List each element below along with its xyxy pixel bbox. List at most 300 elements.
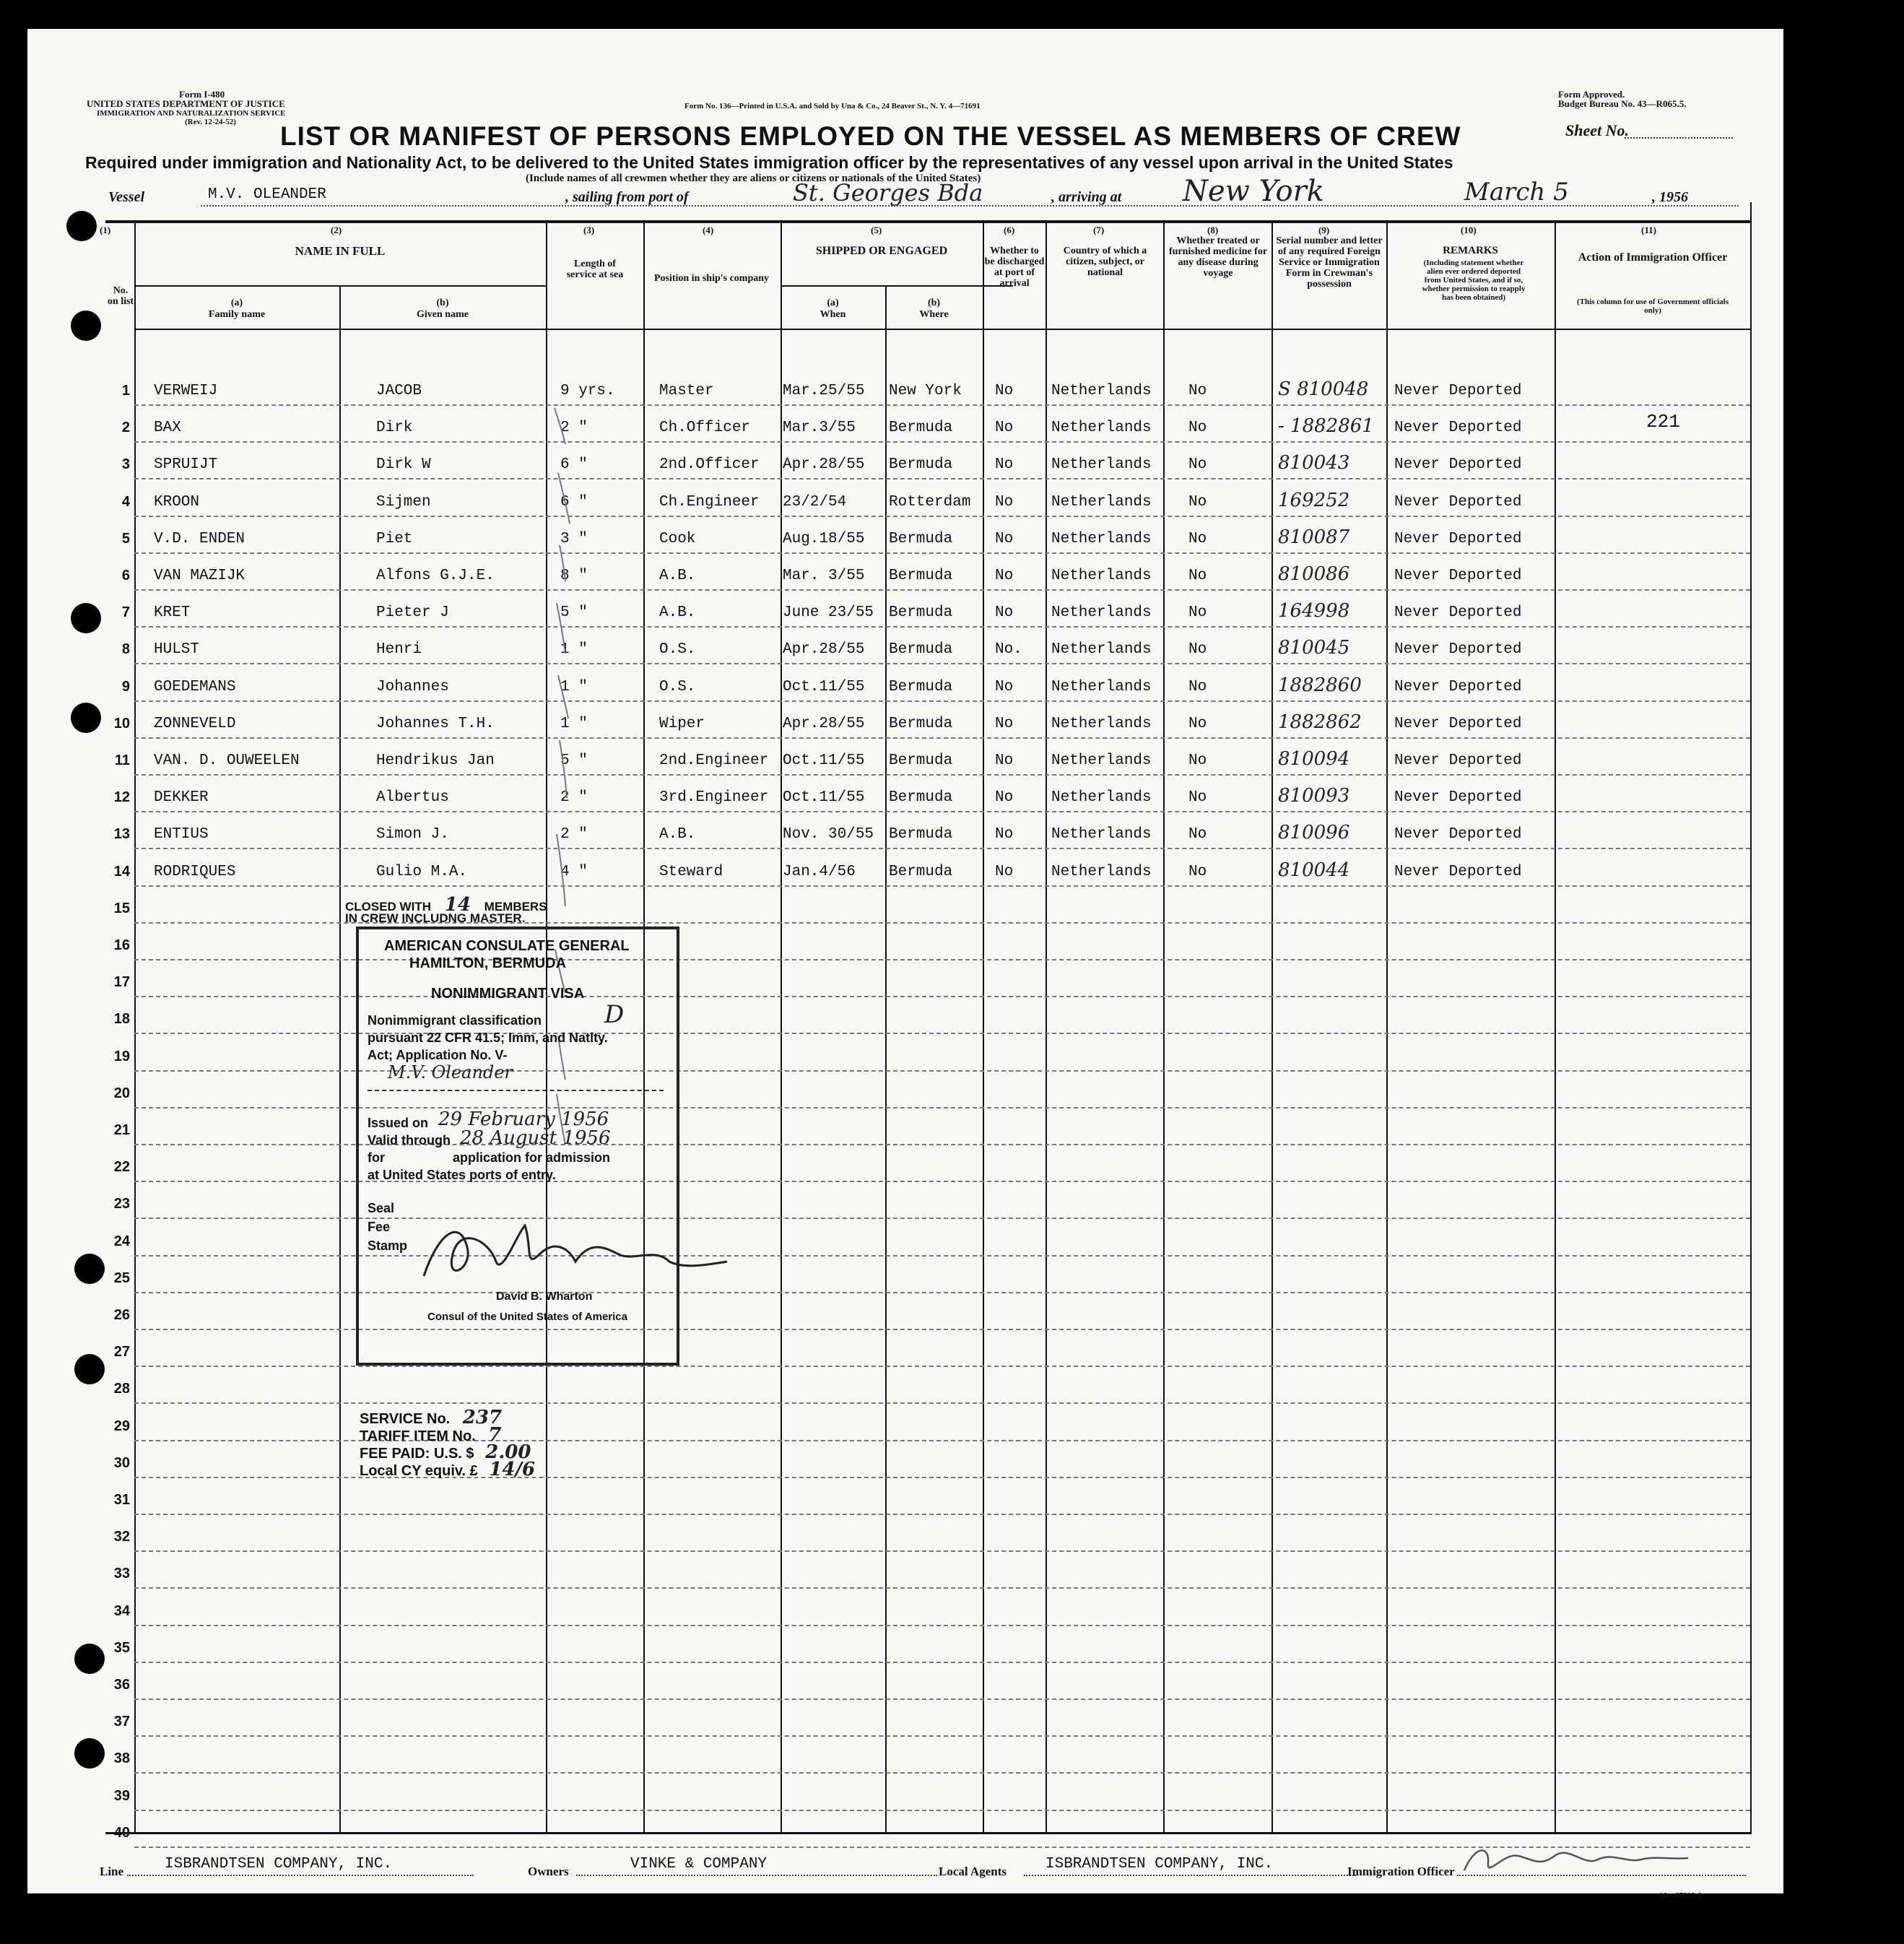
local-equiv: 14/6 [489, 1459, 536, 1480]
crew-when: Mar. 3/55 [783, 568, 865, 584]
crew-family-name: GOEDEMANS [154, 678, 236, 695]
crew-serial: 169252 [1278, 489, 1350, 511]
crew-serial: 810044 [1278, 859, 1350, 881]
stamp-classification-label: Nonimmigrant classification [368, 1013, 542, 1028]
shipped-subrule [781, 285, 1013, 287]
row-rule [134, 700, 1750, 702]
visa-stamp [356, 927, 679, 1366]
crew-length: 5 " [560, 604, 588, 622]
crew-position: O.S. [659, 678, 696, 695]
row-number: 33 [113, 1566, 130, 1582]
crew-given-name: Johannes T.H. [376, 715, 495, 732]
crew-where: Bermuda [889, 715, 953, 732]
table-bottom-rule [105, 1832, 1752, 1834]
service-label: SERVICE No. [360, 1411, 451, 1427]
crew-family-name: VERWEIJ [154, 383, 218, 399]
col-family-header: Family name [208, 309, 266, 320]
col-number: (2) [331, 225, 342, 235]
consul-signature [417, 1204, 734, 1290]
row-rule [134, 404, 1750, 406]
row-rule [134, 1402, 1750, 1404]
row-number: 32 [113, 1529, 130, 1545]
col-number: (11) [1641, 225, 1656, 235]
crew-medicine: No [1188, 715, 1207, 732]
vessel-label: Vessel [108, 189, 144, 205]
line-underline [127, 1875, 474, 1876]
col-line [983, 220, 984, 1832]
crew-medicine: No [1188, 493, 1207, 511]
crew-when: Apr.28/55 [783, 456, 865, 474]
col-remarks-header: REMARKS [1443, 245, 1498, 256]
col-action-note: (This column for use of Government officials only) [1576, 298, 1729, 315]
crew-where: Rotterdam [889, 493, 971, 511]
crew-country: Netherlands [1051, 715, 1152, 732]
col-line [1386, 220, 1388, 1832]
row-rule [134, 1735, 1750, 1737]
form-code: 16—67829-1 [1659, 1891, 1702, 1900]
row-number: 40 [113, 1824, 130, 1841]
col-when-a: (a) [827, 298, 839, 308]
row-number: 37 [113, 1714, 130, 1730]
crew-discharged: No [995, 826, 1014, 843]
arriving-port: New York [1183, 175, 1324, 208]
col-medicine-header: Whether treated or furnished medicine for any disease during voyage [1168, 235, 1268, 279]
punch-hole [74, 1354, 105, 1384]
crew-medicine: No [1188, 568, 1207, 584]
officer-label: Immigration Officer [1347, 1865, 1455, 1878]
col-length-header: Length of service at sea [566, 259, 624, 280]
row-number: 38 [113, 1750, 130, 1767]
stamp-issued-label: Issued on [368, 1116, 429, 1130]
col-country-header: Country of which a citizen, subject, or national [1063, 246, 1147, 278]
closing-line-2: IN CREW INCLUDNG MASTER. [345, 911, 526, 925]
col-number: (7) [1093, 225, 1105, 235]
row-rule [134, 885, 1750, 887]
punch-hole [71, 603, 101, 633]
voyage-underline [201, 205, 1739, 207]
col-line [781, 220, 782, 1832]
col-remarks-note: (Including statement whether alien ever ordered deported from United States, and if so, whether permission to reapply has been obtained) [1422, 259, 1526, 302]
crew-family-name: KROON [154, 493, 200, 511]
row-number: 7 [121, 604, 130, 621]
crew-length: 6 " [560, 456, 588, 474]
crew-position: Cook [659, 530, 696, 547]
crew-discharged: No [995, 789, 1014, 807]
crew-when: Aug.18/55 [783, 530, 865, 547]
crew-discharged: No [995, 678, 1014, 695]
port-of-departure: St. Georges Bda [793, 179, 983, 207]
crew-length: 9 yrs. [560, 383, 615, 399]
crew-position: Ch.Officer [659, 420, 751, 437]
crew-medicine: No [1188, 752, 1207, 769]
row-rule [134, 441, 1750, 443]
row-number: 6 [121, 568, 130, 583]
crew-family-name: RODRIQUES [154, 863, 236, 880]
col-line [1046, 220, 1047, 1832]
crew-medicine: No [1188, 678, 1207, 695]
col-line [1163, 220, 1165, 1832]
crew-length: 1 " [560, 678, 588, 695]
row-rule [134, 1587, 1750, 1589]
row-number: 11 [114, 752, 130, 768]
local-line [360, 1459, 535, 1480]
crew-remarks: Never Deported [1394, 863, 1522, 880]
crew-given-name: Pieter J [376, 604, 449, 622]
agents-underline [1024, 1875, 1356, 1876]
row-number: 31 [113, 1492, 130, 1508]
crew-position: A.B. [659, 568, 696, 584]
crew-remarks: Never Deported [1394, 530, 1522, 547]
crew-remarks: Never Deported [1394, 678, 1522, 695]
crew-when: Nov. 30/55 [783, 826, 874, 843]
crew-country: Netherlands [1051, 752, 1152, 769]
row-number: 22 [113, 1159, 130, 1176]
stamp-signer: David B. Wharton [496, 1290, 593, 1303]
row-rule [134, 811, 1750, 812]
crew-given-name: Dirk W [376, 456, 431, 474]
crew-remarks: Never Deported [1394, 715, 1522, 732]
crew-where: Bermuda [889, 420, 953, 437]
col-line [134, 220, 136, 1832]
line-company: ISBRANDTSEN COMPANY, INC. [165, 1856, 393, 1873]
crew-length: 2 " [560, 420, 588, 437]
row-rule [134, 737, 1750, 739]
row-number: 18 [113, 1011, 130, 1028]
crew-position: O.S. [659, 641, 696, 659]
crew-discharged: No [995, 493, 1014, 511]
row-rule [134, 1625, 1750, 1626]
row-number: 28 [113, 1381, 130, 1397]
stamp-valid-date: 28 August 1956 [460, 1127, 611, 1149]
crew-given-name: Johannes [376, 678, 449, 695]
crew-given-name: Dirk [376, 420, 413, 437]
crew-serial: 164998 [1278, 600, 1350, 622]
row-number: 12 [113, 789, 130, 806]
col-shipped-header: SHIPPED OR ENGAGED [815, 245, 948, 257]
crew-where: Bermuda [889, 678, 953, 695]
crew-length: 4 " [560, 863, 588, 880]
crew-given-name: Henri [376, 641, 422, 659]
crew-length: 8 " [560, 568, 588, 584]
officer-underline [1457, 1875, 1746, 1876]
crew-country: Netherlands [1051, 456, 1152, 474]
stamp-application: M.V. Oleander [388, 1062, 513, 1082]
col-number: (4) [703, 225, 714, 235]
punch-hole [71, 703, 101, 733]
crew-remarks: Never Deported [1394, 568, 1522, 584]
crew-serial: 810093 [1278, 785, 1350, 807]
stamp-divider [368, 1090, 664, 1091]
punch-hole [74, 1738, 105, 1769]
row-rule [134, 1662, 1750, 1663]
manifest-page [27, 29, 1783, 1900]
col-when-header: When [820, 309, 846, 320]
service-number: 237 [462, 1407, 503, 1428]
crew-when: Apr.28/55 [783, 715, 865, 732]
row-number: 13 [113, 826, 130, 843]
crew-length: 2 " [560, 826, 588, 843]
crew-given-name: Simon J. [376, 826, 449, 843]
crew-medicine: No [1188, 826, 1207, 843]
crew-when: June 23/55 [783, 604, 874, 622]
col-line [1750, 202, 1752, 1834]
crew-serial: 810086 [1278, 563, 1350, 585]
crew-when: Oct.11/55 [783, 678, 865, 695]
crew-position: 2nd.Officer [659, 456, 760, 474]
crew-given-name: Piet [376, 530, 413, 547]
crew-family-name: ZONNEVELD [154, 715, 236, 732]
crew-medicine: No [1188, 456, 1207, 474]
service: IMMIGRATION AND NATURALIZATION SERVICE [97, 109, 286, 118]
crew-length: 2 " [560, 789, 588, 807]
col-position-header: Position in ship's company [653, 273, 770, 284]
sheet-field [1625, 137, 1733, 139]
row-number: 3 [121, 456, 130, 473]
col-line [339, 285, 341, 1832]
crew-when: 23/2/54 [783, 493, 847, 511]
crew-remarks: Never Deported [1394, 789, 1522, 807]
col-number: (3) [583, 225, 595, 235]
crew-where: Bermuda [889, 826, 953, 843]
crew-medicine: No [1188, 530, 1207, 547]
row-number: 9 [121, 678, 130, 695]
agents-label: Local Agents [939, 1865, 1007, 1878]
crew-discharged: No [995, 383, 1014, 399]
crew-discharged: No [995, 456, 1014, 474]
punch-hole [66, 211, 97, 241]
row-number: 25 [113, 1270, 130, 1286]
row-rule [134, 589, 1750, 591]
crew-country: Netherlands [1051, 604, 1152, 622]
crew-remarks: Never Deported [1394, 456, 1522, 474]
row-number: 19 [113, 1048, 130, 1064]
crew-country: Netherlands [1051, 826, 1152, 843]
line-label: Line [100, 1865, 124, 1878]
crew-family-name: KRET [154, 604, 191, 622]
crew-action: 221 [1646, 411, 1680, 433]
crew-when: Mar.3/55 [783, 420, 856, 437]
row-number: 29 [113, 1418, 130, 1434]
col-line [1271, 220, 1273, 1832]
row-number: 17 [113, 974, 130, 991]
col-line [1555, 220, 1556, 1832]
crew-serial: 810096 [1278, 822, 1350, 844]
crew-given-name: Gulio M.A. [376, 863, 468, 880]
owners-underline [576, 1875, 937, 1876]
crew-position: A.B. [659, 826, 696, 843]
row-number: 2 [121, 420, 130, 436]
row-rule [134, 516, 1750, 517]
row-rule [134, 663, 1750, 664]
crew-position: Wiper [659, 715, 705, 732]
crew-discharged: No [995, 420, 1014, 437]
crew-discharged: No [995, 863, 1014, 880]
crew-where: Bermuda [889, 568, 953, 584]
crew-discharged: No [995, 715, 1014, 732]
crew-remarks: Never Deported [1394, 493, 1522, 511]
row-number: 26 [113, 1307, 130, 1323]
printer-line: Form No. 136—Printed in U.S.A. and Sold by Una & Co., 24 Beaver St., N. Y. 4—71691 [684, 102, 981, 110]
crew-remarks: Never Deported [1394, 604, 1522, 622]
crew-where: Bermuda [889, 789, 953, 807]
fee-paid: 2.00 [485, 1441, 531, 1463]
crew-medicine: No [1188, 641, 1207, 659]
crew-when: Apr.28/55 [783, 641, 865, 659]
crew-remarks: Never Deported [1394, 752, 1522, 769]
row-rule [134, 1772, 1750, 1774]
crew-family-name: VAN. D. OUWEELEN [154, 752, 300, 769]
punch-hole [74, 1644, 105, 1674]
crew-given-name: JACOB [376, 383, 422, 399]
crew-discharged: No [995, 752, 1014, 769]
owners-name: VINKE & COMPANY [630, 1856, 768, 1873]
row-number: 14 [113, 863, 130, 880]
crew-length: 1 " [560, 715, 588, 732]
revision: (Rev. 12-24-52) [185, 118, 236, 126]
crew-given-name: Albertus [376, 789, 449, 807]
crew-count: 14 [444, 894, 471, 916]
crew-where: Bermuda [889, 456, 953, 474]
crew-remarks: Never Deported [1394, 826, 1522, 843]
col-given-b: (b) [436, 298, 449, 308]
vessel-name: M.V. OLEANDER [208, 186, 326, 203]
stamp-city: HAMILTON, BERMUDA [409, 955, 567, 971]
row-number: 36 [113, 1677, 130, 1693]
crew-serial: 810043 [1278, 452, 1350, 474]
row-number: 1 [121, 383, 130, 399]
crew-family-name: SPRUIJT [154, 456, 218, 474]
row-number: 27 [113, 1344, 130, 1361]
crew-serial: 1882862 [1278, 711, 1362, 733]
crew-remarks: Never Deported [1394, 420, 1522, 437]
crew-position: Steward [659, 863, 723, 880]
arrival-year: , 1956 [1652, 189, 1688, 205]
row-rule [134, 626, 1750, 628]
row-number: 34 [113, 1602, 130, 1619]
crew-discharged: No [995, 604, 1014, 622]
crew-family-name: ENTIUS [154, 826, 209, 843]
local-label: Local CY equiv. £ [360, 1463, 478, 1479]
crew-when: Mar.25/55 [783, 383, 865, 399]
row-rule [134, 1550, 1750, 1552]
row-number: 35 [113, 1639, 130, 1656]
crew-family-name: VAN MAZIJK [154, 568, 245, 584]
arrival-date: March 5 [1464, 178, 1569, 207]
crew-country: Netherlands [1051, 863, 1152, 880]
owners-label: Owners [528, 1865, 569, 1878]
crew-family-name: HULST [154, 641, 200, 659]
row-number: 39 [113, 1787, 130, 1804]
crew-serial: 810045 [1278, 637, 1350, 659]
col-number: (5) [871, 225, 882, 235]
crew-medicine: No [1188, 383, 1207, 399]
stamp-regulation: pursuant 22 CFR 41.5; Imm, and Natlty. [368, 1030, 608, 1045]
col-family-a: (a) [230, 298, 243, 308]
crew-discharged: No [995, 530, 1014, 547]
closing-text: CLOSED WITH [345, 900, 431, 914]
crew-serial: 1882860 [1278, 674, 1362, 696]
row-rule [134, 848, 1750, 849]
crew-country: Netherlands [1051, 641, 1152, 659]
crew-serial: 810094 [1278, 748, 1350, 770]
crew-when: Oct.11/55 [783, 789, 865, 807]
stamp-office: Consul of the United States of America [427, 1311, 627, 1323]
row-number: 20 [113, 1085, 130, 1101]
page-title: LIST OR MANIFEST OF PERSONS EMPLOYED ON THE VESSEL AS MEMBERS OF CREW [280, 121, 1461, 151]
row-number: 15 [113, 900, 130, 916]
stamp-visa-type: NONIMMIGRANT VISA [431, 986, 585, 1002]
crew-family-name: DEKKER [154, 789, 209, 807]
crew-when: Oct.11/55 [783, 752, 865, 769]
budget-bureau: Budget Bureau No. 43—R065.5. [1558, 98, 1687, 109]
crew-serial: - 1882861 [1278, 415, 1374, 438]
stamp-issued-date: 29 February 1956 [438, 1108, 609, 1130]
stamp-for: for [368, 1150, 385, 1165]
crew-position: 3rd.Engineer [659, 789, 769, 807]
stamp-classification: D [604, 1000, 625, 1029]
stamp-stamp: Stamp [368, 1238, 408, 1253]
crew-country: Netherlands [1051, 789, 1152, 807]
row-rule [134, 552, 1750, 554]
crew-remarks: Never Deported [1394, 641, 1522, 659]
row-number: 4 [121, 493, 130, 510]
col-where-b: (b) [927, 298, 941, 308]
row-rule [134, 1810, 1750, 1811]
crew-where: Bermuda [889, 752, 953, 769]
col-discharged-header: Whether to be discharged at port of arrival [984, 246, 1045, 289]
crew-length: 6 " [560, 493, 588, 511]
form-id: Form I-480 [179, 89, 225, 100]
col-line [885, 285, 887, 1832]
stamp-consulate: AMERICAN CONSULATE GENERAL [384, 938, 630, 954]
crew-position: 2nd.Engineer [659, 752, 769, 769]
crew-where: Bermuda [889, 604, 953, 622]
sailing-label: , sailing from port of [565, 189, 689, 205]
form-approved: Form Approved. [1558, 89, 1625, 100]
crew-position: Master [659, 383, 714, 399]
row-number: 10 [113, 715, 130, 732]
agents-name: ISBRANDTSEN COMPANY, INC. [1046, 1856, 1274, 1873]
crew-medicine: No [1188, 789, 1207, 807]
stamp-valid-label: Valid through [368, 1133, 451, 1147]
crew-serial: S 810048 [1278, 378, 1369, 400]
crew-length: 5 " [560, 752, 588, 769]
stamp-seal: Seal [368, 1201, 395, 1215]
crew-family-name: BAX [154, 420, 181, 437]
crew-given-name: Alfons G.J.E. [376, 568, 495, 584]
crew-discharged: No. [995, 641, 1022, 659]
row-rule [134, 1366, 1750, 1367]
col-given-header: Given name [417, 309, 469, 320]
crew-family-name: V.D. ENDEN [154, 530, 245, 547]
crew-where: Bermuda [889, 863, 953, 880]
stamp-ports: at United States ports of entry. [368, 1168, 556, 1182]
tariff-label: TARIFF ITEM No. [360, 1428, 476, 1444]
crew-medicine: No [1188, 420, 1207, 437]
col-number: (10) [1461, 225, 1477, 235]
punch-hole [71, 311, 101, 341]
col-number: (8) [1207, 225, 1219, 235]
table-top-rule [105, 220, 1752, 223]
crew-serial: 810087 [1278, 526, 1350, 548]
crew-length: 1 " [560, 641, 588, 659]
col-name-header: NAME IN FULL [295, 244, 386, 258]
arriving-label: , arriving at [1051, 189, 1122, 205]
punch-hole [74, 1254, 105, 1284]
row-number: 30 [113, 1454, 130, 1471]
crew-remarks: Never Deported [1394, 383, 1522, 399]
row-rule [134, 478, 1750, 480]
